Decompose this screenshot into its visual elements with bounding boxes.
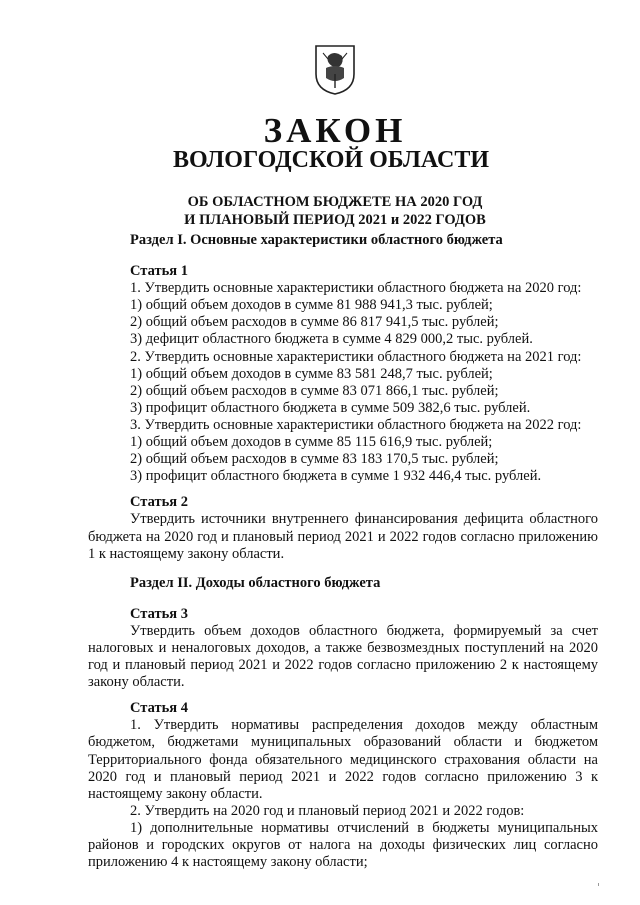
article-1-content	[88, 280, 598, 485]
article-1-line: 3) профицит областного бюджета в сумме 509 382,6 тыс. рублей.	[130, 399, 531, 416]
law-body	[88, 232, 598, 871]
article-1-line: 1) общий объем доходов в сумме 85 115 616,9 тыс. рублей;	[130, 434, 493, 451]
article-1-line: 1) общий объем доходов в сумме 83 581 248,7 тыс. рублей;	[130, 365, 493, 382]
article-1-line: 2) общий объем расходов в сумме 83 183 170,5 тыс. рублей;	[130, 451, 499, 468]
article-2-text: Утвердить источники внутреннего финансирования дефицита областного бюджета на 2020 год и плановый период 2021 и 2022 годов согласно приложению 1 к настоящему закону области.	[88, 511, 598, 562]
article-1-line: 3) дефицит областного бюджета в сумме 4 829 000,2 тыс. рублей.	[130, 331, 533, 348]
coat-of-arms-icon	[314, 44, 356, 96]
region-subtitle: ВОЛОГОДСКОЙ ОБЛАСТИ	[172, 147, 490, 173]
section-1-heading: Раздел I. Основные характеристики областного бюджета	[130, 232, 503, 248]
article-1-line: 1. Утвердить основные характеристики областного бюджета на 2020 год:	[130, 280, 582, 297]
article-1-heading: Статья 1	[130, 263, 188, 280]
article-2-heading: Статья 2	[130, 494, 188, 511]
law-name	[0, 193, 640, 229]
law-name-line-1: ОБ ОБЛАСТНОМ БЮДЖЕТЕ НА 2020 ГОД	[187, 194, 483, 210]
article-1-line: 2) общий объем расходов в сумме 83 071 866,1 тыс. рублей;	[130, 382, 499, 399]
law-title: ЗАКОН	[263, 111, 407, 150]
law-name-line-2: И ПЛАНОВЫЙ ПЕРИОД 2021 и 2022 ГОДОВ	[184, 212, 486, 228]
article-4-paragraph-2: 2. Утвердить на 2020 год и плановый период 2021 и 2022 годов:	[130, 802, 525, 819]
article-1-line: 3) профицит областного бюджета в сумме 1 932 446,4 тыс. рублей.	[130, 468, 542, 485]
article-1-line: 1) общий объем доходов в сумме 81 988 941,3 тыс. рублей;	[130, 297, 493, 314]
article-4-heading: Статья 4	[130, 700, 188, 717]
section-2-heading: Раздел II. Доходы областного бюджета	[130, 574, 381, 591]
article-1-line: 2. Утвердить основные характеристики областного бюджета на 2021 год:	[130, 348, 582, 365]
article-4-paragraph-3: 1) дополнительные нормативы отчислений в бюджеты муниципальных районов и городских округов от налога на доходы физических лиц согласно приложению 4 к настоящему закону области;	[88, 819, 598, 871]
article-1-line: 3. Утвердить основные характеристики областного бюджета на 2022 год:	[130, 416, 582, 433]
article-4-paragraph-1: 1. Утвердить нормативы распределения доходов между областным бюджетом, бюджетами муниципальных образований области и бюджетом Территориального фонда обязательного медицинского страхования области на 2020 год и плановый период 2021 и 2022 годов согласно приложению 3 к настоящему закону области.	[88, 717, 598, 802]
scan-artifact	[598, 883, 599, 886]
article-3-heading: Статья 3	[130, 605, 188, 622]
article-1-line: 2) общий объем расходов в сумме 86 817 941,5 тыс. рублей;	[130, 314, 499, 331]
article-3-text: Утвердить объем доходов областного бюджета, формируемый за счет налоговых и неналоговых доходов, а также безвозмездных поступлений на 2020 год и плановый период 2021 и 2022 годов согласно приложению 2 к настоящему закону области.	[88, 622, 598, 691]
